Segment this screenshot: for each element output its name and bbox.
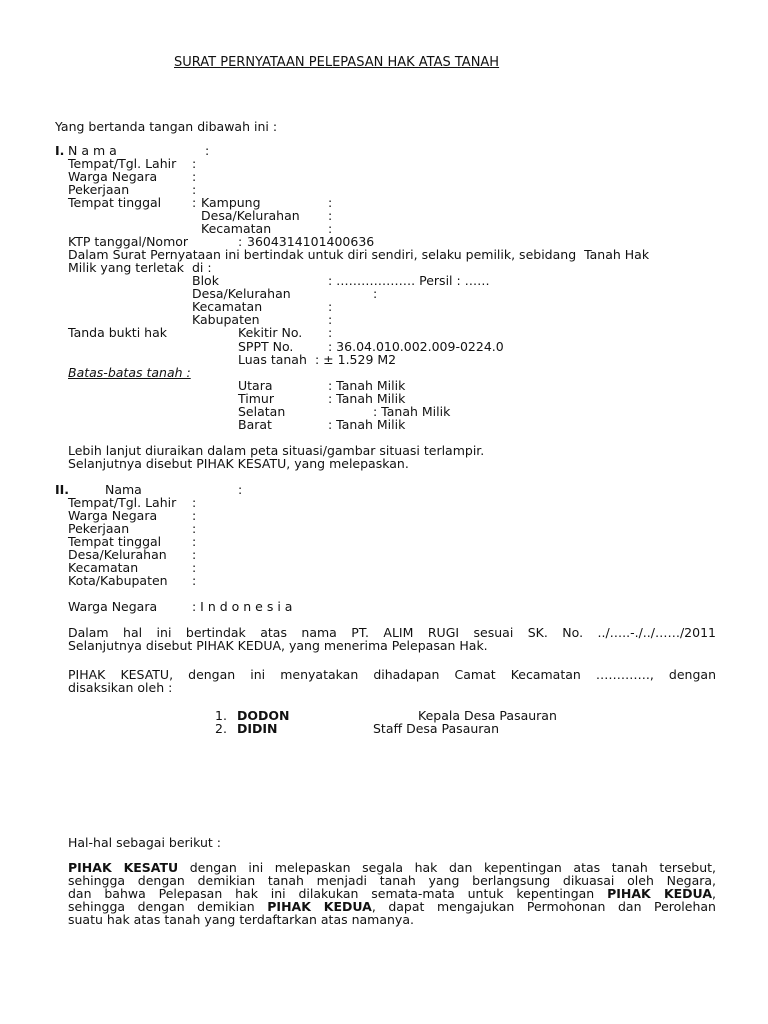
party1-kecamatan-colon: :	[328, 221, 333, 236]
barat-label: Barat	[238, 417, 272, 432]
declaration-line-2: disaksikan oleh :	[68, 680, 173, 695]
party1-desa-colon: :	[328, 208, 333, 223]
party1-occupation-colon: :	[192, 182, 197, 197]
party2-kota-colon: :	[192, 573, 197, 588]
party2-name-label: Nama	[105, 482, 142, 497]
party1-birth-label: Tempat/Tgl. Lahir	[68, 156, 177, 171]
party1-occupation-label: Pekerjaan	[68, 182, 130, 197]
party1-name-colon: :	[205, 143, 210, 158]
ktp-label: KTP tanggal/Nomor	[68, 234, 189, 249]
witness-2-name: DIDIN	[237, 721, 278, 736]
intro-text: Yang bertanda tangan dibawah ini :	[55, 119, 278, 134]
sppt-label: SPPT No.	[238, 339, 294, 354]
party1-kampung-label: Kampung	[201, 195, 261, 210]
final-party2-bold-a: PIHAK KEDUA	[607, 886, 712, 901]
land-kecamatan-label: Kecamatan	[192, 299, 263, 314]
witness-2-role: Staff Desa Pasauran	[373, 721, 499, 736]
land-kecamatan-colon: :	[328, 299, 333, 314]
party2-desa-colon: :	[192, 547, 197, 562]
party2-occupation-label: Pekerjaan	[68, 521, 130, 536]
party2-kecamatan-label: Kecamatan	[68, 560, 139, 575]
utara-value: : Tanah Milik	[328, 378, 406, 393]
party1-number: I.	[55, 143, 65, 158]
party2-residence-label: Tempat tinggal	[68, 534, 162, 549]
final-line-3-text: dan bahwa Pelepasan hak ini dilakukan semata-mata untuk kepentingan	[68, 886, 595, 901]
witness-1-role: Kepala Desa Pasauran	[418, 708, 557, 723]
selatan-value: : Tanah Milik	[373, 404, 451, 419]
party2-nationality-label: Warga Negara	[68, 508, 158, 523]
party2-birth-label: Tempat/Tgl. Lahir	[68, 495, 177, 510]
party1-kampung-colon: :	[328, 195, 333, 210]
party2-nationality-colon: :	[192, 508, 197, 523]
acting-line-1: Dalam hal ini bertindak atas nama PT. ALIM RUGI sesuai SK. No. ../…..-./../……/2011	[68, 625, 716, 640]
final-line-3-tail: ,	[712, 886, 716, 901]
kekitir-colon: :	[328, 325, 333, 340]
party1-nationality-label: Warga Negara	[68, 169, 158, 184]
party1-desa-label: Desa/Kelurahan	[201, 208, 300, 223]
land-kabupaten-colon: :	[328, 312, 333, 327]
sppt-value: : 36.04.010.002.009-0224.0	[328, 339, 504, 354]
land-kabupaten-label: Kabupaten	[192, 312, 260, 327]
party2-kecamatan-colon: :	[192, 560, 197, 575]
acting-line-2: Selanjutnya disebut PIHAK KEDUA, yang menerima Pelepasan Hak.	[68, 638, 488, 653]
statement-line-1: Dalam Surat Pernyataan ini bertindak untuk diri sendiri, selaku pemilik, sebidang Tanah Hak	[68, 247, 650, 262]
blok-value: : ………………. Persil : ……	[328, 273, 490, 288]
party1-residence-label: Tempat tinggal	[68, 195, 162, 210]
party2-desa-label: Desa/Kelurahan	[68, 547, 167, 562]
party2-kota-label: Kota/Kabupaten	[68, 573, 168, 588]
matters-intro: Hal-hal sebagai berikut :	[68, 835, 222, 850]
statement-line-2: Milik yang terletak di :	[68, 260, 212, 275]
party2-name-colon: :	[238, 482, 243, 497]
party1-name-label: N a m a	[68, 143, 117, 158]
party2-birth-colon: :	[192, 495, 197, 510]
proof-label: Tanda bukti hak	[68, 325, 167, 340]
further-line-2: Selanjutnya disebut PIHAK KESATU, yang melepaskan.	[68, 456, 409, 471]
final-party1-bold: PIHAK KESATU	[68, 860, 179, 875]
witness-1-name: DODON	[237, 708, 290, 723]
land-desa-colon: :	[373, 286, 378, 301]
witness-2-number: 2.	[215, 721, 227, 736]
party1-residence-colon: :	[192, 195, 197, 210]
document-title: SURAT PERNYATAAN PELEPASAN HAK ATAS TANAH	[174, 55, 500, 70]
party2-nationality2-value: : I n d o n e s i a	[192, 599, 293, 614]
selatan-label: Selatan	[238, 404, 286, 419]
party1-nationality-colon: :	[192, 169, 197, 184]
party2-number: II.	[55, 482, 70, 497]
blok-label: Blok	[192, 273, 219, 288]
party1-birth-colon: :	[192, 156, 197, 171]
luas-label: Luas tanah	[238, 352, 307, 367]
final-line-5: suatu hak atas tanah yang terdaftarkan atas namanya.	[68, 912, 414, 927]
land-desa-label: Desa/Kelurahan	[192, 286, 291, 301]
luas-value: : ± 1.529 M2	[315, 352, 397, 367]
party1-kecamatan-label: Kecamatan	[201, 221, 272, 236]
final-line-4-text: sehingga dengan demikian	[68, 899, 255, 914]
ktp-value: 3604314101400636	[247, 234, 375, 249]
declaration-line-1: PIHAK KESATU, dengan ini menyatakan dihadapan Camat Kecamatan …………., dengan	[68, 667, 716, 682]
final-party2-bold-b: PIHAK KEDUA	[267, 899, 372, 914]
further-line-1: Lebih lanjut diuraikan dalam peta situasi/gambar situasi terlampir.	[68, 443, 485, 458]
party2-residence-colon: :	[192, 534, 197, 549]
final-line-1-text: dengan ini melepaskan segala hak dan kepentingan atas tanah tersebut,	[189, 860, 716, 875]
timur-value: : Tanah Milik	[328, 391, 406, 406]
kekitir-label: Kekitir No.	[238, 325, 303, 340]
party2-nationality2-label: Warga Negara	[68, 599, 158, 614]
ktp-colon: :	[238, 234, 243, 249]
final-line-4-rest: , dapat mengajukan Permohonan dan Perolehan	[371, 899, 716, 914]
witness-1-number: 1.	[215, 708, 227, 723]
final-line-2: sehingga dengan demikian tanah menjadi tanah yang berlangsung dikuasai oleh Negara,	[68, 873, 716, 888]
boundaries-label: Batas-batas tanah :	[68, 365, 191, 380]
timur-label: Timur	[238, 391, 274, 406]
utara-label: Utara	[238, 378, 273, 393]
barat-value: : Tanah Milik	[328, 417, 406, 432]
party2-occupation-colon: :	[192, 521, 197, 536]
